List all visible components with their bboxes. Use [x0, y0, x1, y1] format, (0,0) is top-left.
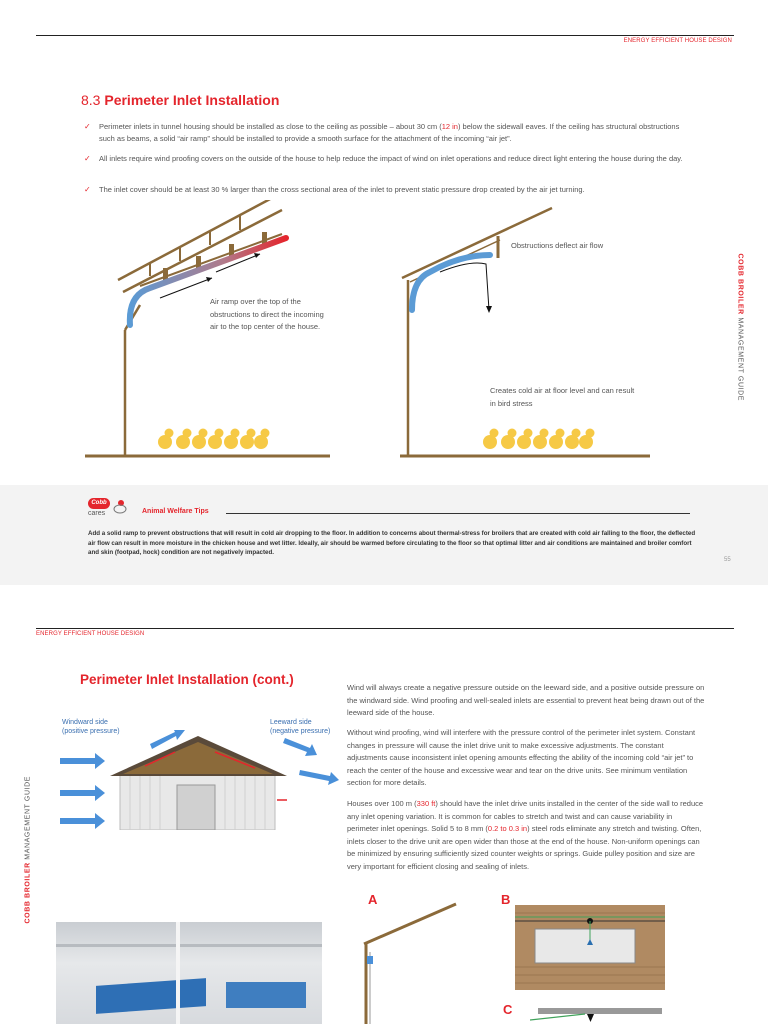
- side-running-title: [736, 253, 744, 402]
- cobb-cares-logo: [88, 498, 134, 522]
- cares-text: cares: [88, 510, 106, 517]
- inlet-diagrams: [0, 200, 768, 470]
- running-head-2: ENERGY EFFICIENT HOUSE DESIGN: [36, 631, 145, 637]
- leeward-label: Leeward side (negative pressure): [270, 719, 331, 735]
- paragraph-2: Without wind proofing, wind will interfere with the pressure control of the perimeter inlet system. Constant changes in pressure will cause the inlet drive unit to make excessive adjustments. The constant adjustments cause inconsistent inlet opening amounts effecting the ability of the incoming cold “air jet” to reach the center of the house and excessive wear and tear on the drive units. See minimum ventilation section for more details.: [347, 728, 696, 788]
- section-title: [81, 92, 279, 108]
- chicks-left: [155, 424, 275, 454]
- check-icon: ✓: [84, 185, 91, 194]
- label-b: B: [501, 892, 511, 907]
- diagram-a: [356, 900, 466, 1024]
- inlet-photo: [56, 922, 322, 1024]
- welfare-title: Animal Welfare Tips: [142, 508, 209, 515]
- bullet-1-post: ) below the sidewall eaves. If the ceiling has structural obstructions such as beams, a solid “air ramp” should be installed to provide a smooth surface for the attachment of the incoming “air jet”.: [99, 122, 680, 143]
- running-head: ENERGY EFFICIENT HOUSE DESIGN: [623, 38, 732, 44]
- side-brand: COBB BROILER: [736, 253, 744, 315]
- obstruction-label: Obstructions deflect air flow: [511, 241, 604, 250]
- paragraph-1: Wind will always create a negative pressure outside on the leeward side, and a positive outside pressure on the windward side. Wind proofing and well-sealed inlets are essential to prevent heat being drawn out of the leeward side of the house.: [347, 683, 705, 718]
- bullet-2: [84, 153, 684, 177]
- bullet-2-text: All inlets require wind proofing covers on the outside of the house to help reduce the impact of wind on inlet operations and reduce direct light entering the house during the day.: [99, 154, 683, 163]
- side-guide-2: MANAGEMENT GUIDE: [24, 775, 32, 860]
- label-c: C: [503, 1002, 513, 1017]
- section-number: 8.3: [81, 92, 101, 108]
- cold-air-label: Creates cold air at floor level and can result in bird stress: [490, 386, 635, 408]
- top-rule-2: [36, 628, 734, 629]
- chicks-right: [480, 424, 600, 454]
- bullet-3-text: The inlet cover should be at least 30 % larger than the cross sectional area of the inlet to prevent static pressure drop created by the air jet turning.: [99, 185, 585, 194]
- windward-label: Windward side (positive pressure): [62, 719, 120, 735]
- top-rule: [36, 35, 734, 36]
- side-brand-2: COBB BROILER: [24, 862, 32, 924]
- page-title: Perimeter Inlet Installation (cont.): [80, 672, 294, 687]
- paragraph-3-hl2: 0.2 to 0.3 in: [487, 824, 528, 834]
- welfare-rule: [226, 513, 690, 514]
- air-ramp-label: Air ramp over the top of the obstructions to direct the incoming air to the top center of the house.: [210, 297, 324, 331]
- check-icon: ✓: [84, 122, 91, 131]
- bullet-1: [84, 121, 684, 145]
- welfare-text: Add a solid ramp to prevent obstructions that will result in cold air dropping to the floor. In addition to concerns about thermal-stress for broilers that are created with cold air falling to the floor, the deflected air flow can result in more moisture in the chicken house and wet litter. Ideally, air should be warmed before circulating to the floor so that optimal litter and air conditions are maintained and broiler comfort and skin (footpad, hock) condition are not negatively impacted.: [88, 530, 696, 556]
- bullet-1-highlight: 12 in: [441, 122, 458, 131]
- diagram-c: [530, 1006, 670, 1024]
- paragraph-3-hl1: 330 ft: [416, 799, 436, 808]
- label-a: A: [368, 892, 378, 907]
- check-icon: ✓: [84, 154, 91, 163]
- diagram-b: [515, 905, 665, 990]
- paragraph-3: [347, 798, 705, 874]
- bullet-3: [84, 184, 684, 198]
- side-guide: MANAGEMENT GUIDE: [736, 317, 744, 402]
- wind-house-diagram: [55, 730, 345, 830]
- paragraph-3-c: ) steel rods eliminate any stretch and twisting. Often, inlets closer to the drive unit are open wider than those at the end of the house. Non-uniform openings can be minimized by ensuring sufficiently sized counter weights or springs. Guide pulley position and size are very important for efficient closing and sealing of inlets.: [347, 824, 702, 871]
- paragraph-3-a: Houses over 100 m (: [347, 799, 417, 808]
- section-title-text: Perimeter Inlet Installation: [104, 92, 280, 108]
- cobb-logo-icon: Cobb: [88, 498, 110, 509]
- page-number: 55: [724, 557, 731, 563]
- hen-icon: [112, 498, 128, 516]
- paragraph-3-b: ) should have the inlet drive units installed in the center of the side wall to reduce any inlet opening variation. It is common for cables to stretch and twist and can cause variability in perimeter inlet openings. Solid 5 to 8 mm (: [347, 799, 704, 834]
- bullet-1-pre: Perimeter inlets in tunnel housing should be installed as close to the ceiling as possible – about 30 cm (: [99, 122, 442, 131]
- side-running-title-2: [24, 775, 32, 924]
